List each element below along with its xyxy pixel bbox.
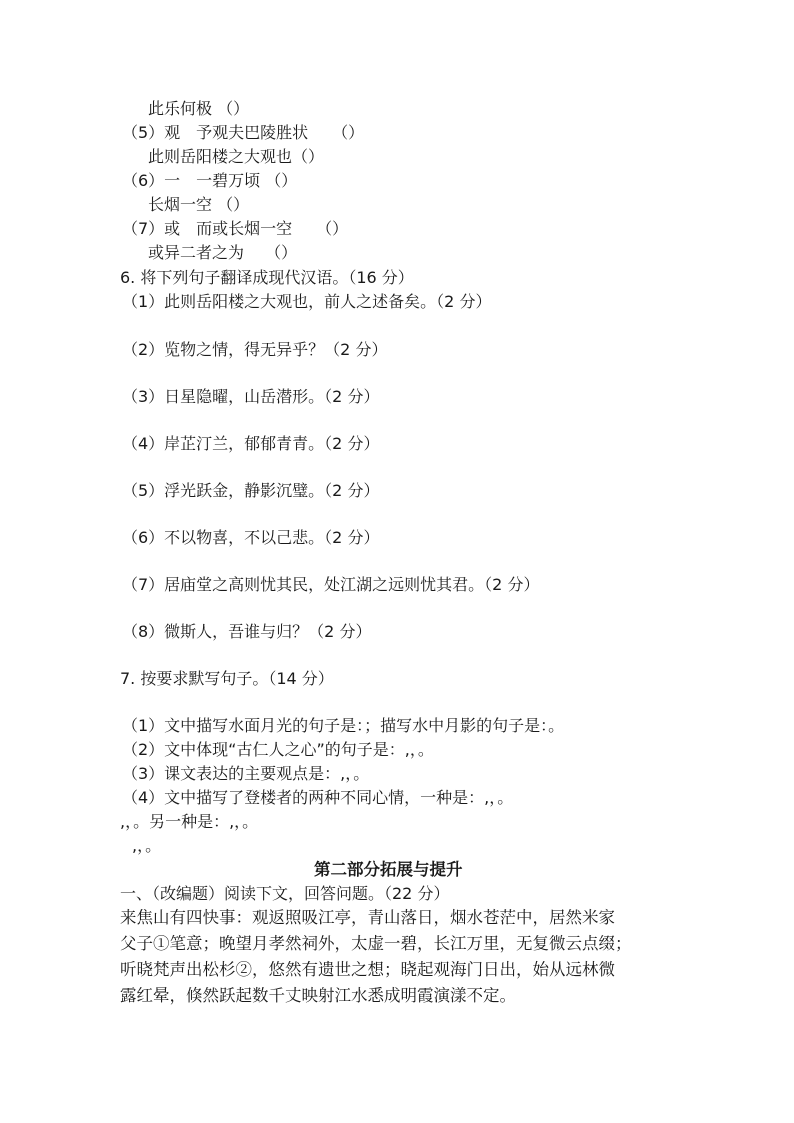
word-item-huo-yi: 或异二者之为 （）	[148, 243, 298, 262]
translation-item-4: （4）岸芷汀兰，郁郁青青。（2 分）	[122, 434, 380, 453]
section-2-title: 第二部分拓展与提升	[314, 860, 463, 879]
dictation-item-3: （3）课文表达的主要观点是：,，。	[122, 764, 370, 783]
translation-item-8: （8）微斯人，吾谁与归？（2 分）	[122, 622, 372, 641]
translation-item-7: （7）居庙堂之高则忧其民，处江湖之远则忧其君。（2 分）	[122, 575, 540, 594]
word-item-yi: （6）一 一碧万顷 （）	[122, 171, 298, 190]
translation-item-1: （1）此则岳阳楼之大观也，前人之述备矣。（2 分）	[122, 292, 492, 311]
translation-item-3: （3）日星隐曜，山岳潜形。（2 分）	[122, 387, 380, 406]
translation-item-2: （2）览物之情，得无异乎？（2 分）	[122, 340, 388, 359]
dictation-item-1: （1）文中描写水面月光的句子是：；描写水中月影的句子是：。	[122, 716, 565, 735]
passage-line-2: 父子①笔意；晚望月孝然祠外，太虚一碧，长江万里，无复微云点缀；	[120, 934, 632, 953]
word-item-chang-yan: 长烟一空 （）	[148, 195, 250, 214]
translation-item-5: （5）浮光跃金，静影沉璧。（2 分）	[122, 481, 380, 500]
dictation-item-4: （4）文中描写了登楼者的两种不同心情，一种是：,，。	[122, 788, 514, 807]
question-6-heading: 6. 将下列句子翻译成现代汉语。（16 分）	[120, 268, 414, 287]
word-item-ci-le-he-ji: 此乐何极 （）	[148, 99, 250, 118]
dictation-item-4-end: ,，。	[132, 836, 162, 855]
reading-question-heading: 一、（改编题）阅读下文，回答问题。（22 分）	[120, 884, 450, 903]
word-item-guan: （5）观 予观夫巴陵胜状 （）	[122, 123, 365, 142]
dictation-item-2: （2）文中体现“古仁人之心”的句子是：,，。	[122, 740, 434, 759]
translation-item-6: （6）不以物喜，不以己悲。（2 分）	[122, 528, 380, 547]
passage-line-1: 来焦山有四快事：观返照吸江亭，青山落日，烟水苍茫中，居然米家	[120, 908, 615, 927]
dictation-item-4-cont: ,，。另一种是：,，。	[120, 812, 259, 831]
passage-line-4: 露红晕，倏然跃起数千丈映射江水悉成明霞演漾不定。	[120, 986, 516, 1005]
word-item-huo: （7）或 而或长烟一空 （）	[122, 219, 349, 238]
word-item-da-guan: 此则岳阳楼之大观也（）	[148, 147, 325, 166]
passage-line-3: 听晓梵声出松杉②，悠然有遗世之想；晓起观海门日出，始从远林微	[120, 960, 615, 979]
question-7-heading: 7. 按要求默写句子。（14 分）	[120, 669, 334, 688]
